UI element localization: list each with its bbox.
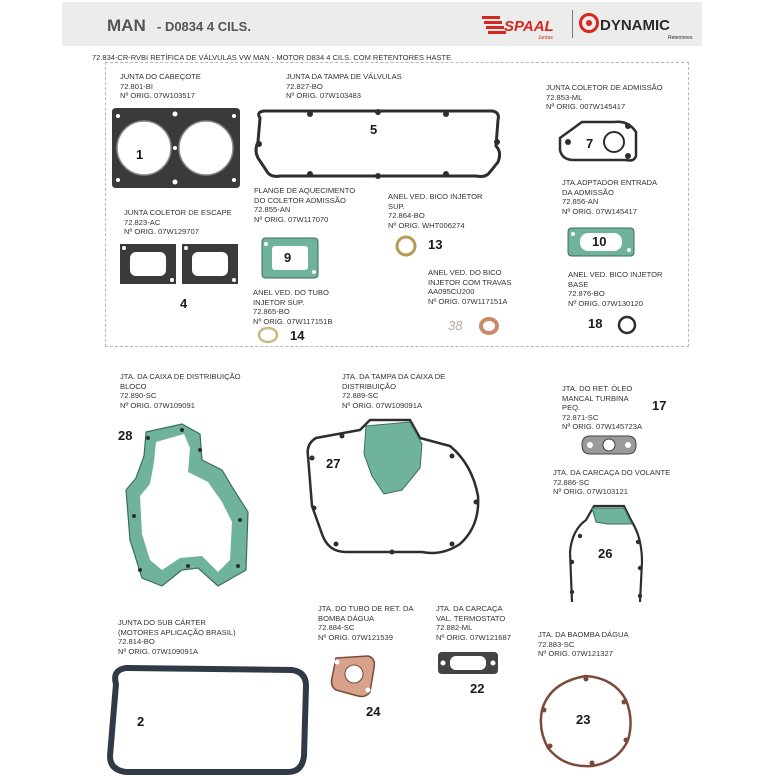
header-bar bbox=[62, 2, 702, 46]
part-38-label: ANEL VED. DO BICO INJETOR COM TRAVAS AA095CU200 Nº ORIG. 07W117151A bbox=[428, 268, 512, 306]
spaal-logo-sub: Juntas bbox=[538, 35, 553, 41]
spaal-logo-text: SPAAL bbox=[504, 18, 554, 35]
kit-title: 72.834-CR-RVBI RETÍFICA DE VÁLVULAS VW MAN - MOTOR D834 4 CILS. COM RETENTORES HASTE bbox=[92, 53, 452, 62]
timing-case-block-gasket bbox=[122, 420, 252, 590]
model-title: - D0834 4 CILS. bbox=[157, 19, 251, 34]
part-27-number: 27 bbox=[326, 456, 341, 471]
thermostat-housing-gasket bbox=[436, 650, 500, 676]
part-24-number: 24 bbox=[366, 704, 381, 719]
part-13-label: ANEL VED. BICO INJETOR SUP. 72.864-BO Nº ORIG. WHT006274 bbox=[388, 192, 483, 230]
part-26-label: JTA. DA CARCAÇA DO VOLANTE 72.886-SC Nº ORIG. 07W103121 bbox=[553, 468, 671, 497]
part-4-label: JUNTA COLETOR DE ESCAPE 72.823-AC Nº ORIG. 07W129707 bbox=[124, 208, 232, 237]
dynamic-logo-text: DYNAMIC bbox=[600, 17, 670, 34]
part-28-number: 28 bbox=[118, 428, 133, 443]
spaal-logo bbox=[480, 8, 568, 42]
part-7-label: JUNTA COLETOR DE ADMISSÃO 72.853-ML Nº ORIG. 007W145417 bbox=[546, 83, 663, 112]
part-18-label: ANEL VED. BICO INJETOR BASE 72.876-BO Nº ORIG. 07W130120 bbox=[568, 270, 663, 308]
part-4-number: 4 bbox=[180, 296, 188, 311]
part-18-number: 18 bbox=[588, 316, 603, 331]
part-9-number: 9 bbox=[284, 250, 292, 265]
turbo-oil-seal-gasket bbox=[580, 432, 638, 458]
timing-case-cover-gasket bbox=[302, 416, 484, 558]
part-10-label: JTA.ADPTADOR ENTRADA DA ADMISSÃO 72.856-AN Nº ORIG. 07W145417 bbox=[562, 178, 658, 216]
injector-tube-seal-ring bbox=[256, 326, 280, 344]
part-14-number: 14 bbox=[290, 328, 305, 343]
part-22-label: JTA. DA CARCAÇA VAL. TERMOSTATO 72.882-ML Nº ORIG. 07W121687 bbox=[436, 604, 511, 642]
cylinder-head-gasket bbox=[110, 104, 242, 192]
part-7-number: 7 bbox=[586, 136, 594, 151]
part-17-number: 17 bbox=[652, 398, 667, 413]
part-2-label: JUNTA DO SUB CÁRTER (MOTORES APLICAÇÃO BRASIL) 72.814-BO Nº ORIG. 07W109091A bbox=[118, 618, 236, 656]
part-1-label: JUNTA DO CABEÇOTE 72.801-BI Nº ORIG. 07W103517 bbox=[120, 72, 201, 101]
dynamic-logo bbox=[578, 10, 702, 42]
part-24-label: JTA. DO TUBO DE RET. DA BOMBA DÁGUA 72.884-SC Nº ORIG. 07W121539 bbox=[318, 604, 414, 642]
part-13-number: 13 bbox=[428, 237, 443, 252]
injector-seal-ring-upper bbox=[394, 234, 418, 258]
part-2-number: 2 bbox=[137, 714, 145, 729]
water-pump-return-tube-gasket bbox=[328, 652, 378, 698]
copper-injector-ring bbox=[478, 316, 500, 336]
brand-title: MAN bbox=[107, 16, 146, 35]
exhaust-manifold-gasket bbox=[118, 240, 242, 288]
part-5-label: JUNTA DA TAMPA DE VÁLVULAS 72.827-BO Nº ORIG. 07W103483 bbox=[286, 72, 402, 101]
part-28-label: JTA. DA CAIXA DE DISTRIBUIÇÃO BLOCO 72.890-SC Nº ORIG. 07W109091 bbox=[120, 372, 241, 410]
logo-divider bbox=[572, 10, 573, 38]
part-22-number: 22 bbox=[470, 681, 485, 696]
part-26-number: 26 bbox=[598, 546, 613, 561]
part-1-number: 1 bbox=[136, 147, 144, 162]
part-9-label: FLANGE DE AQUECIMENTO DO COLETOR ADMISSÃO 72.855-AN Nº ORIG. 07W117070 bbox=[254, 186, 356, 224]
intake-manifold-gasket bbox=[556, 116, 642, 164]
injector-base-seal-ring bbox=[616, 314, 638, 336]
part-23-label: JTA. DA BAOMBA DÁGUA 72.883-SC Nº ORIG. 07W121327 bbox=[538, 630, 629, 659]
part-27-label: JTA. DA TAMPA DA CAIXA DE DISTRIBUIÇÃO 72.889-SC Nº ORIG. 07W109091A bbox=[342, 372, 446, 410]
part-14-label: ANEL VED. DO TUBO INJETOR SUP. 72.865-BO Nº ORIG. 07W117151B bbox=[253, 288, 333, 326]
oil-sump-gasket bbox=[102, 664, 312, 778]
valve-cover-gasket bbox=[250, 106, 506, 182]
dynamic-logo-sub: Retentores bbox=[668, 35, 693, 41]
part-10-number: 10 bbox=[592, 234, 607, 249]
part-5-number: 5 bbox=[370, 122, 378, 137]
part-17-label: JTA. DO RET. ÓLEO MANCAL TURBINA PEQ. 72.871-SC Nº ORIG. 07W145723A bbox=[562, 384, 643, 432]
part-23-number: 23 bbox=[576, 712, 591, 727]
part-38-number: 38 bbox=[448, 318, 463, 333]
